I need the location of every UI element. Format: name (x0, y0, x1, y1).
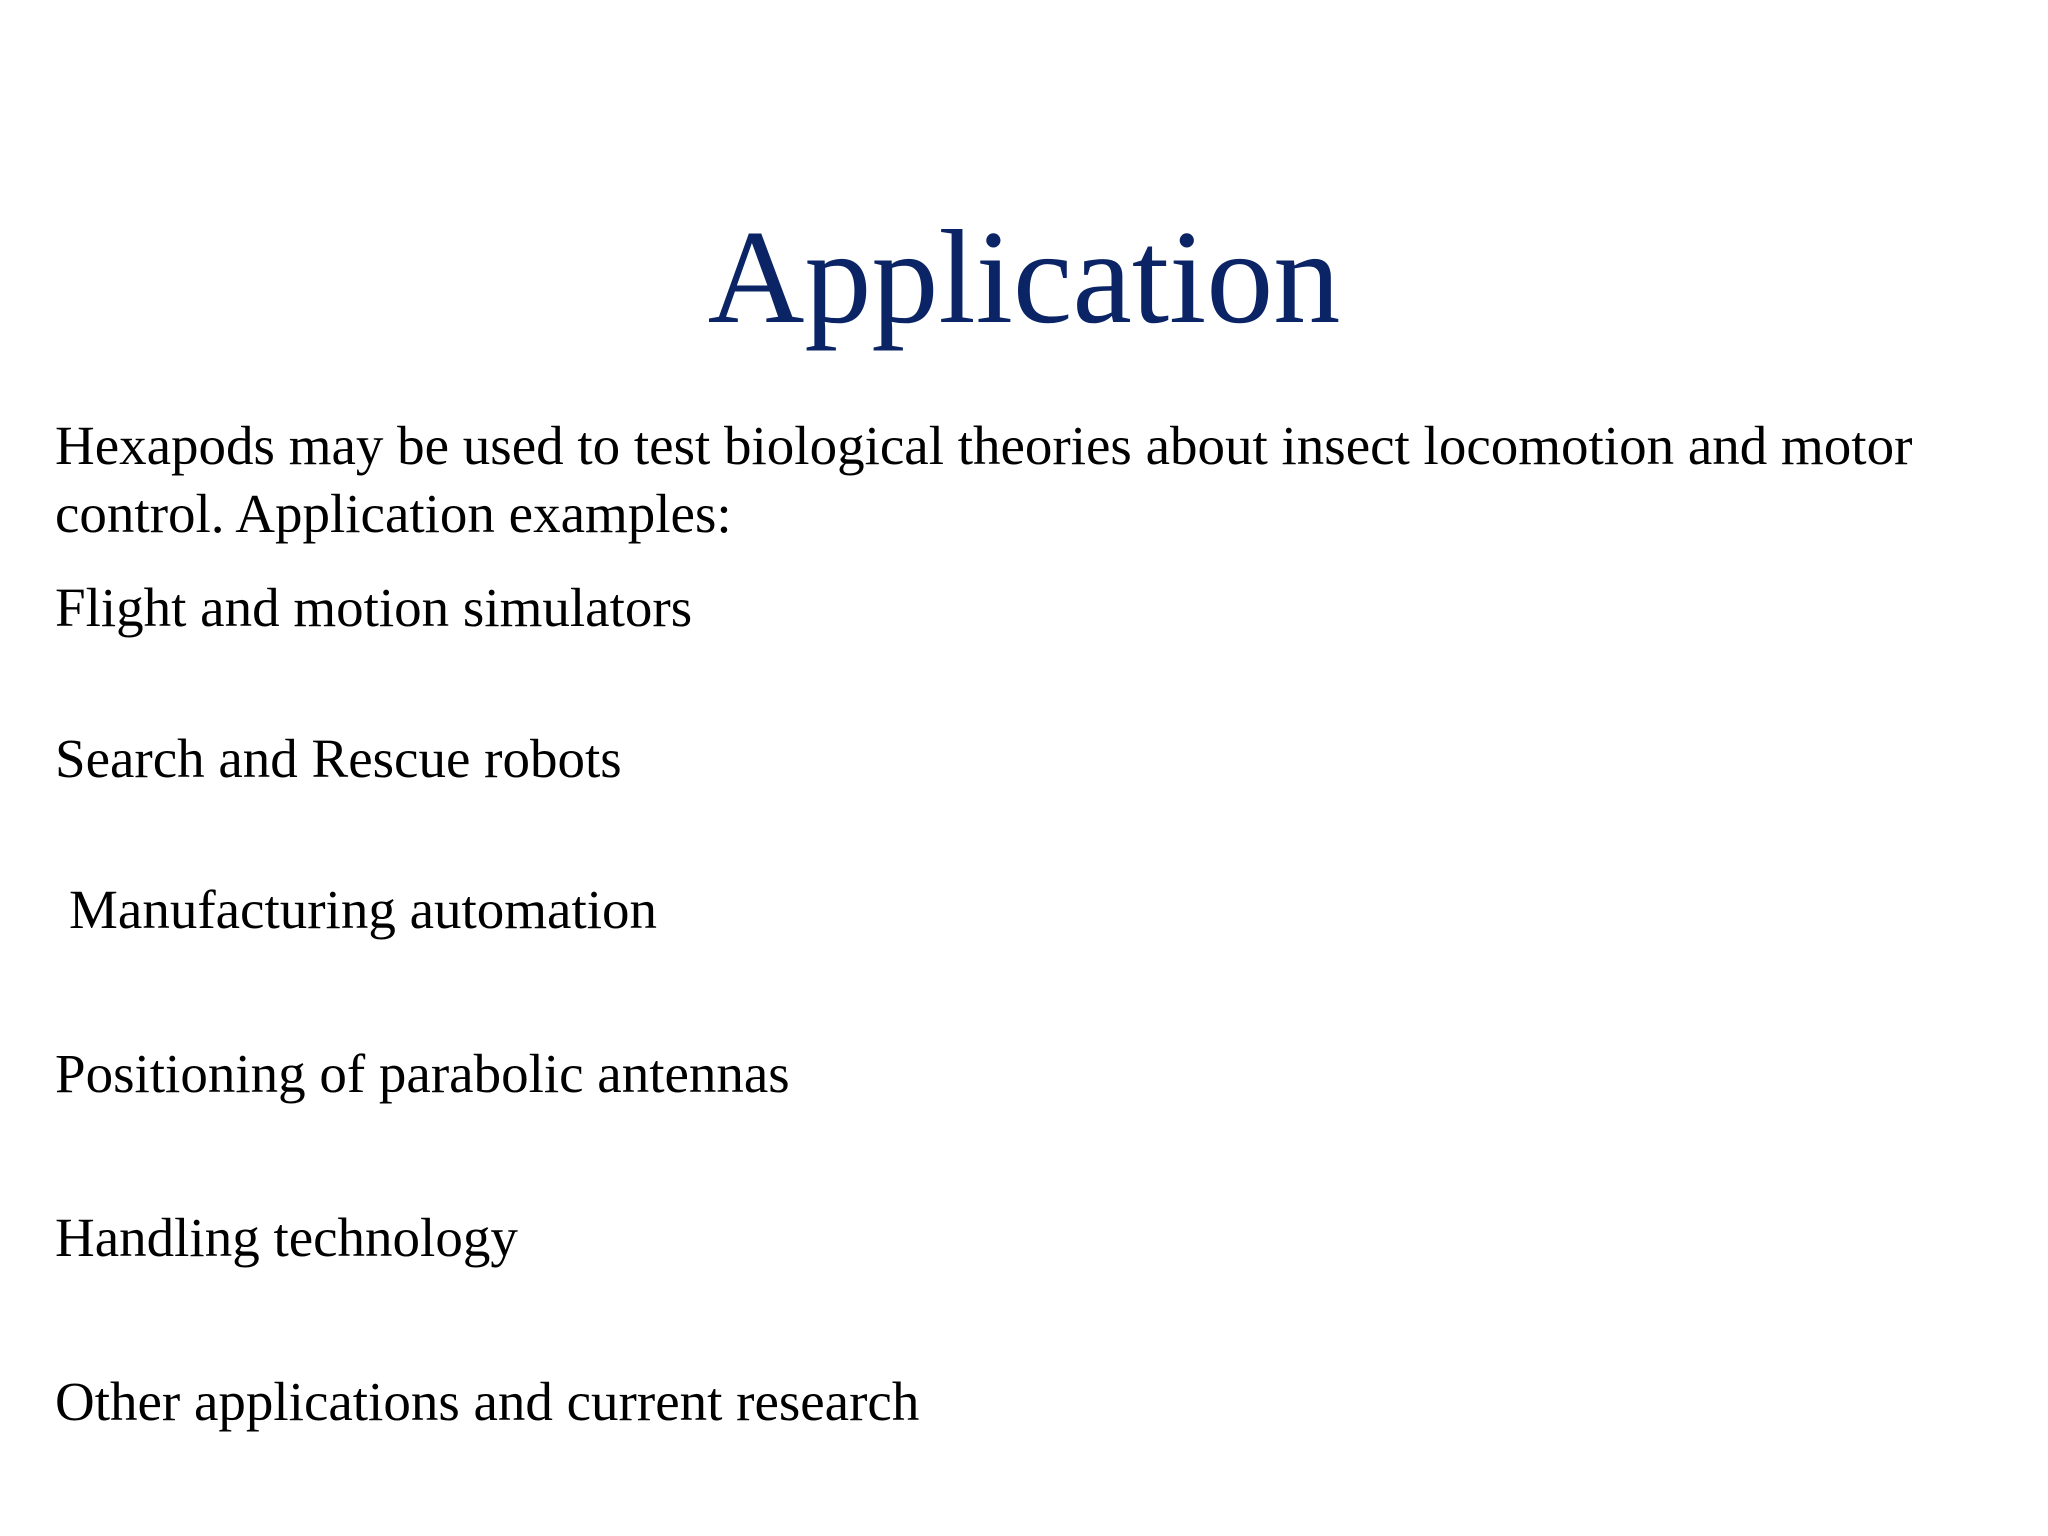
list-item: Positioning of parabolic antennas (55, 1043, 790, 1104)
slide-title: Application (707, 202, 1341, 351)
list-item: Flight and motion simulators (55, 577, 693, 638)
list-item: Manufacturing automation (69, 879, 658, 940)
list-item: Other applications and current research (55, 1371, 920, 1432)
intro-paragraph: Hexapods may be used to test biological theories about insect locomotion and motor control. Application examples: (55, 415, 1913, 544)
list-item: Search and Rescue robots (55, 728, 622, 789)
list-item: Handling technology (55, 1207, 518, 1268)
